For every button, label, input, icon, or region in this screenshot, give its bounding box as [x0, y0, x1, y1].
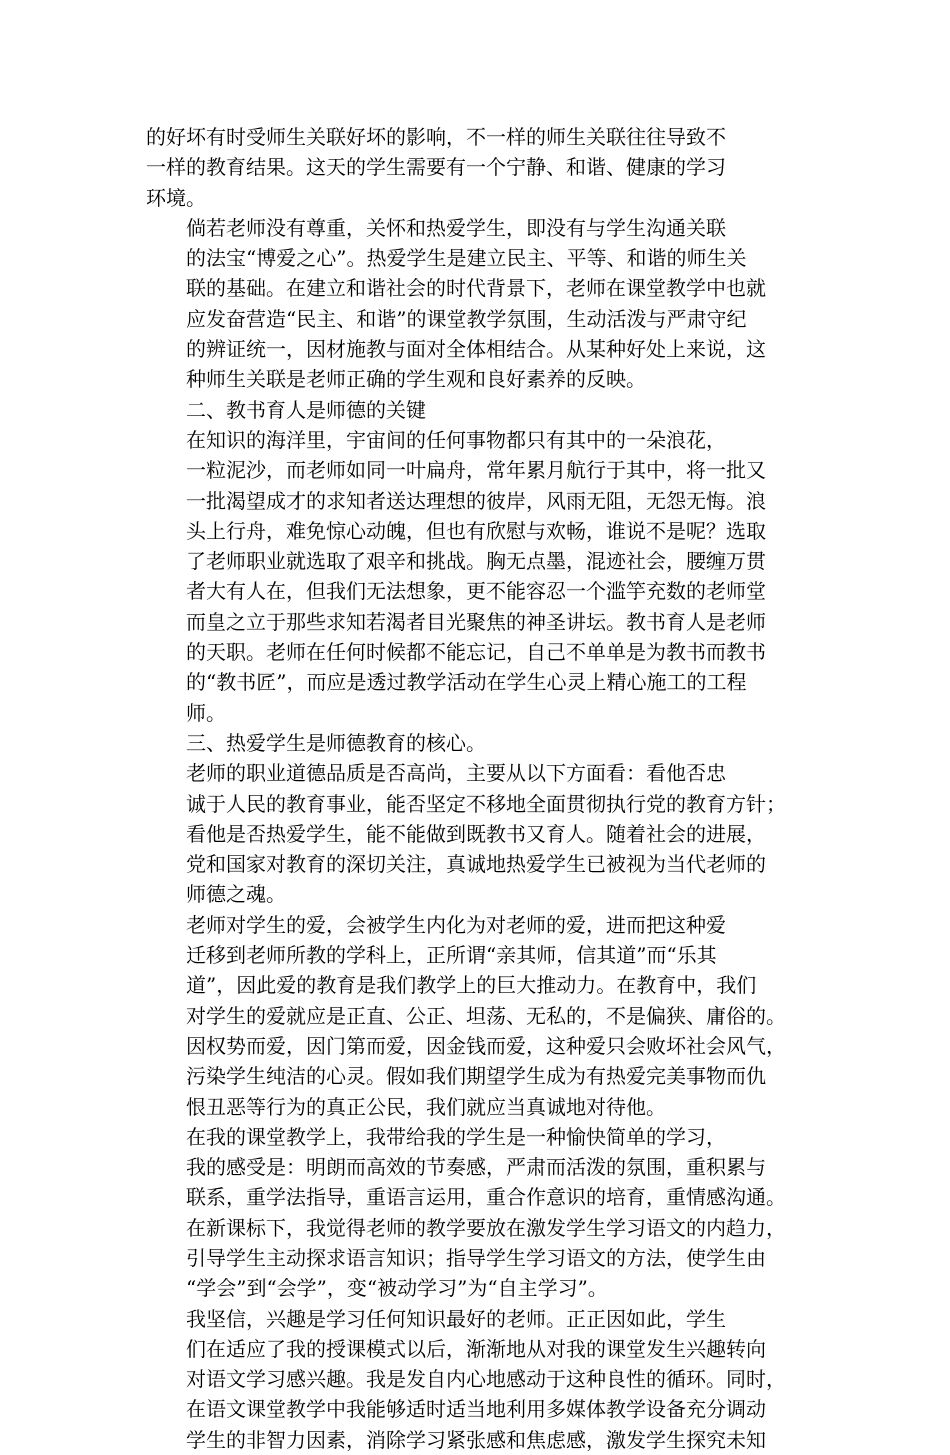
text-line: 的“教书匠”，而应是透过教学活动在学生心灵上精心施工的工程 [186, 670, 747, 695]
text-line: 一样的教育结果。这天的学生需要有一个宁静、和谐、健康的学习 [146, 155, 726, 180]
text-line: 环境。 [146, 185, 206, 210]
paragraph [146, 910, 806, 1122]
text-line: 种师生关联是老师正确的学生观和良好素养的反映。 [186, 367, 646, 392]
text-line: 污染学生纯洁的心灵。假如我们期望学生成为有热爱完美事物而仇 [186, 1064, 766, 1089]
text-line: 联系，重学法指导，重语言运用，重合作意识的培育，重情感沟通。 [186, 1185, 786, 1210]
text-line: 的辨证统一，因材施教与面对全体相结合。从某种好处上来说，这 [186, 337, 766, 362]
text-line: 联的基础。在建立和谐社会的时代背景下，老师在课堂教学中也就 [186, 276, 766, 301]
text-line: 迁移到老师所教的学科上，正所谓“亲其师，信其道”而“乐其 [186, 943, 717, 968]
text-line: 二、教书育人是师德的关键 [186, 397, 426, 422]
text-line: 我的感受是：明朗而高效的节奏感，严肃而活泼的氛围，重积累与 [186, 1155, 766, 1180]
text-line: 了老师职业就选取了艰辛和挑战。胸无点墨，混迹社会，腰缠万贯 [186, 549, 766, 574]
text-line: 看他是否热爱学生，能不能做到既教书又育人。随着社会的进展， [186, 821, 766, 846]
text-line: 老师对学生的爱，会被学生内化为对老师的爱，进而把这种爱 [186, 912, 726, 937]
text-line: 因权势而爱，因门第而爱，因金钱而爱，这种爱只会败坏社会风气， [186, 1033, 786, 1058]
text-line: 一粒泥沙，而老师如同一叶扁舟，常年累月航行于其中，将一批又 [186, 458, 766, 483]
text-line: 倘若老师没有尊重，关怀和热爱学生，即没有与学生沟通关联 [186, 215, 726, 240]
text-line: 恨丑恶等行为的真正公民，我们就应当真诚地对待他。 [186, 1094, 666, 1119]
paragraph [146, 758, 806, 909]
text-line: 学生的非智力因素，消除学习紧张感和焦虑感，激发学生探究未知 [186, 1427, 766, 1452]
text-line: 在新课标下，我觉得老师的教学要放在激发学生学习语文的内趋力， [186, 1215, 786, 1240]
text-line: 引导学生主动探求语言知识；指导学生学习语文的方法，使学生由 [186, 1245, 766, 1270]
text-line: 而皇之立于那些求知若渴者目光聚焦的神圣讲坛。教书育人是老师 [186, 609, 766, 634]
text-line: 师。 [186, 700, 226, 725]
text-line: 师德之魂。 [186, 882, 286, 907]
text-line: 者大有人在，但我们无法想象，更不能容忍一个滥竽充数的老师堂 [186, 579, 766, 604]
text-line: 在我的课堂教学上，我带给我的学生是一种愉快简单的学习， [186, 1124, 726, 1149]
paragraph [146, 1304, 806, 1455]
paragraph [146, 122, 806, 213]
text-line: 的法宝“博爱之心”。热爱学生是建立民主、平等、和谐的师生关 [186, 246, 747, 271]
text-line: 我坚信，兴趣是学习任何知识最好的老师。正正因如此，学生 [186, 1306, 726, 1331]
text-line: 在语文课堂教学中我能够适时适当地利用多媒体教学设备充分调动 [186, 1397, 766, 1422]
text-line: 党和国家对教育的深切关注，真诚地热爱学生已被视为当代老师的 [186, 852, 766, 877]
paragraph [146, 213, 806, 395]
paragraph [146, 395, 806, 425]
text-line: “学会”到“会学”，变“被动学习”为“自主学习”。 [186, 1276, 608, 1301]
text-line: 应发奋营造“民主、和谐”的课堂教学氛围，生动活泼与严肃守纪 [186, 306, 747, 331]
text-line: 三、热爱学生是师德教育的核心。 [186, 730, 486, 755]
text-line: 对语文学习感兴趣。我是发自内心地感动于这种良性的循环。同时， [186, 1367, 786, 1392]
paragraph [146, 1122, 806, 1304]
text-line: 的好坏有时受师生关联好坏的影响，不一样的师生关联往往导致不 [146, 125, 726, 149]
text-line: 老师的职业道德品质是否高尚，主要从以下方面看：看他否忠 [186, 761, 726, 786]
text-line: 在知识的海洋里，宇宙间的任何事物都只有其中的一朵浪花， [186, 427, 726, 452]
text-line: 们在适应了我的授课模式以后，渐渐地从对我的课堂发生兴趣转向 [186, 1336, 766, 1361]
paragraph [146, 425, 806, 728]
paragraph [146, 728, 806, 758]
text-line: 头上行舟，难免惊心动魄，但也有欣慰与欢畅，谁说不是呢？选取 [186, 518, 766, 543]
text-line: 一批渴望成才的求知者送达理想的彼岸，风雨无阻，无怨无悔。浪 [186, 488, 766, 513]
document-page [146, 122, 806, 1455]
text-line: 诚于人民的教育事业，能否坚定不移地全面贯彻执行党的教育方针； [186, 791, 786, 816]
text-line: 的天职。老师在任何时候都不能忘记，自己不单单是为教书而教书 [186, 640, 766, 665]
text-line: 对学生的爱就应是正直、公正、坦荡、无私的，不是偏狭、庸俗的。 [186, 1003, 786, 1028]
text-line: 道”，因此爱的教育是我们教学上的巨大推动力。在教育中，我们 [186, 973, 757, 998]
